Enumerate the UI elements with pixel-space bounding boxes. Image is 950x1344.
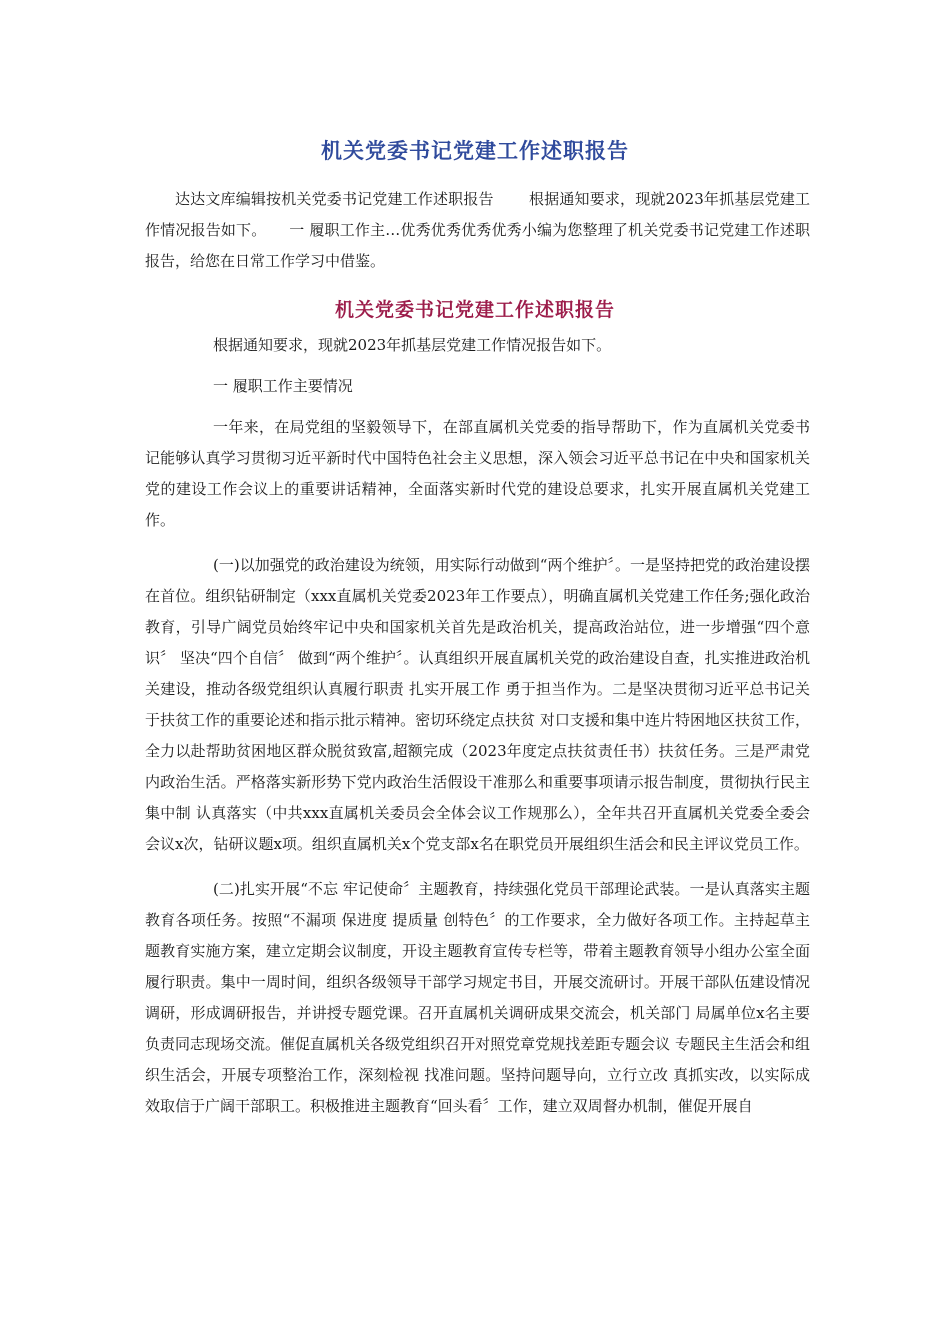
body-paragraph: (一)以加强党的政治建设为统领，用实际行动做到“两个维护〞。一是坚持把党的政治建设摆在首位。组织钻研制定（xxx直属机关党委2023年工作要点），明确直属机关党建工作任务;强化政治教育，引导广阔党员始终牢记中央和国家机关首先是政治机关，提高政治站位，进一步增强“四个意识〞 坚决“四个自信〞 做到“两个维护〞。认真组织开展直属机关党的政治建设自查，扎实推进政治机关建设，推动各级党组织认真履行职责 扎实开展工作 勇于担当作为。二是坚决贯彻习近平总书记关于扶贫工作的重要论述和指示批示精神。密切环绕定点扶贫 对口支援和集中连片特困地区扶贫工作，全力以赴帮助贫困地区群众脱贫致富,超额完成（2023年度定点扶贫责任书）扶贫任务。三是严肃党内政治生活。严格落实新形势下党内政治生活假设干准那么和重要事项请示报告制度，贯彻执行民主集中制 认真落实（中共xxx直属机关委员会全体会议工作规那么），全年共召开直属机关党委全委会会议x次，钻研议题x项。组织直属机关x个党支部x名在职党员开展组织生活会和民主评议党员工作。 <box>145 556 810 853</box>
body-paragraph: 根据通知要求，现就2023年抓基层党建工作情况报告如下。 <box>213 336 612 354</box>
intro-paragraph: 达达文库编辑按机关党委书记党建工作述职报告 根据通知要求，现就2023年抓基层党建工作情况报告如下。 一 履职工作主…优秀优秀优秀优秀小编为您整理了机关党委书记党建工作述职报告，给您在日常工作学习中借鉴。 <box>145 190 810 270</box>
document-title: 机关党委书记党建工作述职报告 <box>321 139 629 163</box>
body-paragraph: (二)扎实开展“不忘 牢记使命〞主题教育，持续强化党员干部理论武装。一是认真落实主题教育各项任务。按照“不漏项 保进度 提质量 创特色〞的工作要求，全力做好各项工作。主持起草主题教育实施方案，建立定期会议制度，开设主题教育宣传专栏等，带着主题教育领导小组办公室全面履行职责。集中一周时间，组织各级领导干部学习规定书目，开展交流研讨。开展干部队伍建设情况调研，形成调研报告，并讲授专题党课。召开直属机关调研成果交流会，机关部门 局属单位x名主要负责同志现场交流。催促直属机关各级党组织召开对照党章党规找差距专题会议 专题民主生活会和组织生活会，开展专项整治工作，深刻检视 找准问题。坚持问题导向，立行立改 真抓实改，以实际成效取信于广阔干部职工。积极推进主题教育“回头看〞工作，建立双周督办机制，催促开展自 <box>145 880 810 1115</box>
report-title: 机关党委书记党建工作述职报告 <box>334 299 615 321</box>
report-body <box>145 330 810 1136</box>
section-heading: 一 履职工作主要情况 <box>213 377 353 395</box>
body-paragraph: 一年来，在局党组的坚毅领导下，在部直属机关党委的指导帮助下，作为直属机关党委书记能够认真学习贯彻习近平新时代中国特色社会主义思想，深入领会习近平总书记在中央和国家机关党的建设工作会议上的重要讲话精神，全面落实新时代党的建设总要求，扎实开展直属机关党建工作。 <box>145 418 810 529</box>
